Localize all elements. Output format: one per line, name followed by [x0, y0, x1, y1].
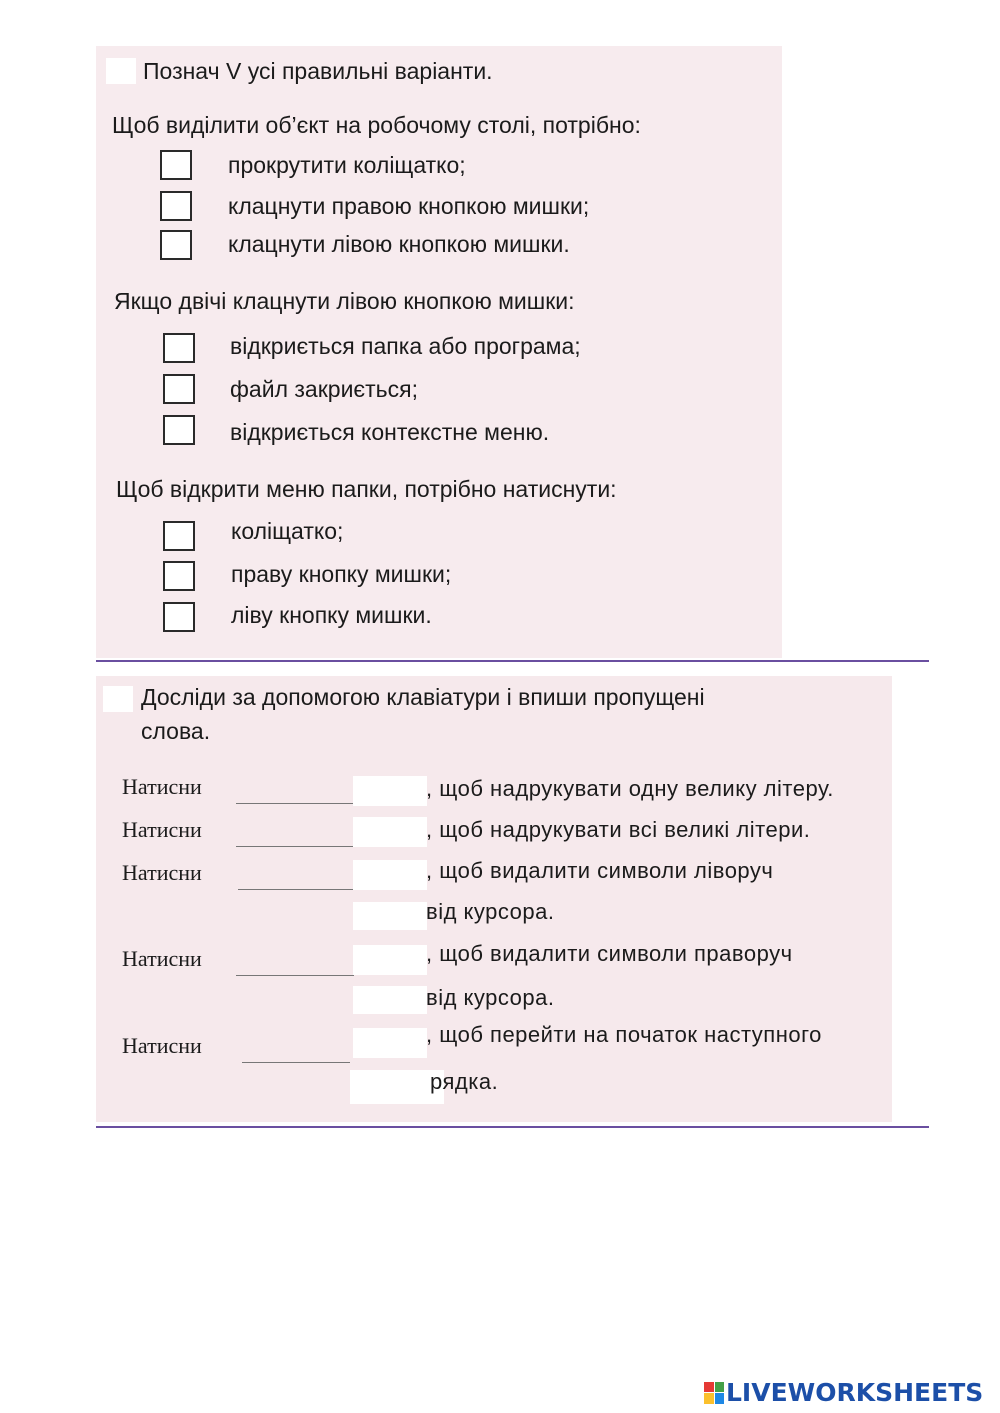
answer-underline — [238, 889, 356, 890]
liveworksheets-branding[interactable] — [704, 1378, 983, 1407]
option-label: відкриється контекстне меню. — [230, 419, 550, 445]
checkbox-q1-option3[interactable] — [160, 230, 192, 260]
answer-input-2[interactable] — [353, 817, 427, 847]
section-divider — [96, 660, 929, 662]
checkbox-q2-option1[interactable] — [163, 333, 195, 363]
liveworksheets-logo-icon — [704, 1382, 724, 1404]
press-label: Натисни — [122, 774, 202, 799]
option-label: коліщатко; — [231, 518, 344, 544]
checkbox-q3-option3[interactable] — [163, 602, 195, 632]
answer-input-5[interactable] — [353, 1028, 427, 1058]
press-label: Натисни — [122, 817, 202, 842]
answer-input-3[interactable] — [353, 860, 427, 890]
task1-instruction: Познач V усі правильні варіанти. — [143, 58, 493, 84]
answer-input-1[interactable] — [353, 776, 427, 806]
brand-name: LIVEWORKSHEETS — [726, 1378, 984, 1407]
task-number-box — [103, 686, 133, 712]
option-label: файл закриється; — [230, 376, 419, 402]
option-label: ліву кнопку мишки. — [231, 602, 432, 628]
row-4-description-line2: від курсора. — [426, 985, 555, 1010]
checkbox-q2-option2[interactable] — [163, 374, 195, 404]
section-divider — [96, 1126, 929, 1128]
answer-input-4[interactable] — [353, 945, 427, 975]
answer-underline — [236, 846, 354, 847]
option-label: клацнути правою кнопкою мишки; — [228, 193, 590, 219]
task2-instruction-line2: слова. — [141, 718, 211, 744]
checkbox-q1-option2[interactable] — [160, 191, 192, 221]
option-label: праву кнопку мишки; — [231, 561, 452, 587]
question-1-text: Щоб виділити об’єкт на робочому столі, потрібно: — [112, 112, 641, 138]
answer-underline — [236, 975, 354, 976]
row-3-description: , щоб видалити символи ліворуч — [426, 858, 774, 883]
answer-box-continuation — [353, 986, 427, 1014]
checkbox-q2-option3[interactable] — [163, 415, 195, 445]
question-3-text: Щоб відкрити меню папки, потрібно натиснути: — [116, 476, 617, 502]
question-2-text: Якщо двічі клацнути лівою кнопкою мишки: — [114, 288, 575, 314]
option-label: клацнути лівою кнопкою мишки. — [228, 231, 570, 257]
task2-instruction-line1: Досліди за допомогою клавіатури і впиши пропущені — [141, 684, 705, 710]
option-label: відкриється папка або програма; — [230, 333, 581, 359]
checkbox-q3-option1[interactable] — [163, 521, 195, 551]
press-label: Натисни — [122, 946, 202, 971]
row-3-description-line2: від курсора. — [426, 899, 555, 924]
row-4-description: , щоб видалити символи праворуч — [426, 941, 793, 966]
row-5-description-line2: рядка. — [430, 1069, 499, 1094]
press-label: Натисни — [122, 860, 202, 885]
checkbox-q3-option2[interactable] — [163, 561, 195, 591]
checkbox-q1-option1[interactable] — [160, 150, 192, 180]
row-2-description: , щоб надрукувати всі великі літери. — [426, 817, 811, 842]
answer-box-continuation — [353, 902, 427, 930]
row-1-description: , щоб надрукувати одну велику літеру. — [426, 776, 834, 801]
answer-underline — [242, 1062, 350, 1063]
option-label: прокрутити коліщатко; — [228, 152, 466, 178]
press-label: Натисни — [122, 1033, 202, 1058]
row-5-description: , щоб перейти на початок наступного — [426, 1022, 822, 1047]
task-number-box — [106, 58, 136, 84]
answer-underline — [236, 803, 354, 804]
